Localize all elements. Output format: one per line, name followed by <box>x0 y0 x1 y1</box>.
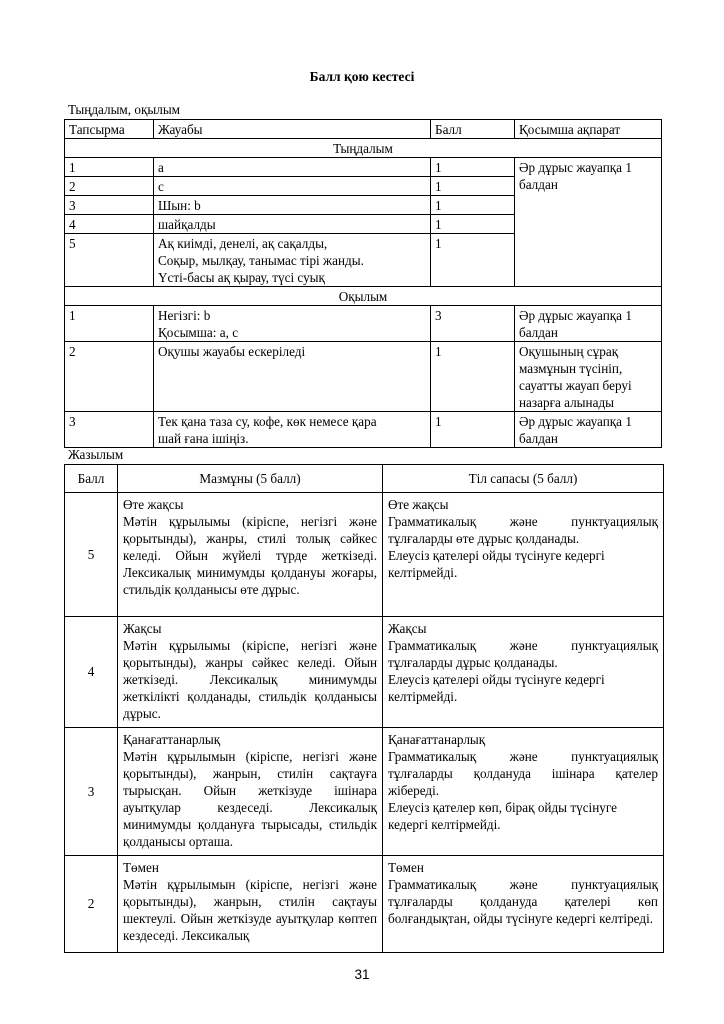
page-number: 31 <box>354 967 370 982</box>
language-description: Грамматикалық және пунктуациялық тұлғаларды дұрыс қолданады. <box>388 638 658 670</box>
table-row <box>65 617 664 728</box>
table-header-row <box>65 120 662 139</box>
language-note: Елеусіз қателер көп, бірақ ойды түсінуге кедергі келтірмейді. <box>388 800 617 832</box>
info-cell <box>515 306 662 342</box>
content-cell <box>118 728 383 856</box>
text-line: Оқушы жауабы ескеріледі <box>158 344 306 359</box>
answer-cell <box>154 215 431 234</box>
content-cell <box>118 617 383 728</box>
text-line: назарға алынады <box>519 395 615 410</box>
section-title-listening: Тыңдалым <box>65 139 662 158</box>
content-description: Мәтін құрылымы (кіріспе, негізгі және қорытынды), жанры, стилі толық сәйкес келеді. Ойын жүйелі түрде жеткізеді. Лексикалық минимумды қолдануы жоғары, стильдік қолданысы өте дұрыс. <box>123 514 377 597</box>
score-cell: 1 <box>431 177 515 196</box>
score-cell: 1 <box>431 158 515 177</box>
language-description: Грамматикалық және пунктуациялық тұлғаларды қолдануда қателері көп болғандықтан, ойды түсінуге кедергі келтіреді. <box>388 877 658 926</box>
text-line: Әр дұрыс жауапқа 1 <box>519 414 632 429</box>
task-number-cell: 5 <box>65 234 154 287</box>
score-cell: 5 <box>65 493 118 617</box>
text-line: Негізгі: b <box>158 308 211 323</box>
section-row-listening <box>65 139 662 158</box>
header-language: Тіл сапасы (5 балл) <box>383 465 664 493</box>
content-level: Өте жақсы <box>123 497 184 512</box>
language-description: Грамматикалық және пунктуациялық тұлғаларды өте дұрыс қолданады. <box>388 514 658 546</box>
table-row <box>65 728 664 856</box>
score-cell: 3 <box>431 306 515 342</box>
info-cell <box>515 412 662 448</box>
text-line: Шын: b <box>158 198 201 213</box>
header-info: Қосымша ақпарат <box>515 120 662 139</box>
language-cell <box>383 728 664 856</box>
answer-cell <box>154 158 431 177</box>
table-row <box>65 306 662 342</box>
content-level: Жақсы <box>123 621 162 636</box>
content-description: Мәтін құрылымын (кіріспе, негізгі және қорытынды), жанрын, стилін сақтауы шектеулі. Ойын жеткізуде ауытқулар көптеп кездеседі. Лексикалық <box>123 877 377 943</box>
content-cell <box>118 493 383 617</box>
header-content: Мазмұны (5 балл) <box>118 465 383 493</box>
text-line: Тек қана таза су, кофе, көк немесе қара <box>158 414 377 429</box>
header-task: Тапсырма <box>65 120 154 139</box>
text-line: Қосымша: а, с <box>158 325 239 340</box>
language-level: Жақсы <box>388 621 427 636</box>
task-number-cell: 3 <box>65 196 154 215</box>
language-cell <box>383 617 664 728</box>
text-line: мазмұнын түсініп, <box>519 361 623 376</box>
content-level: Қанағаттанарлық <box>123 732 221 747</box>
language-level: Өте жақсы <box>388 497 449 512</box>
content-cell <box>118 856 383 953</box>
answer-cell <box>154 306 431 342</box>
language-note: Елеусіз қателері ойды түсінуге кедергі келтірмейді. <box>388 672 605 704</box>
task-number-cell: 1 <box>65 306 154 342</box>
score-cell: 2 <box>65 856 118 953</box>
score-cell: 1 <box>431 234 515 287</box>
answer-cell <box>154 177 431 196</box>
language-note: Елеусіз қателері ойды түсінуге кедергі келтірмейді. <box>388 548 605 580</box>
listening-reading-table <box>64 119 662 448</box>
text-line: балдан <box>519 325 558 340</box>
score-cell: 1 <box>431 196 515 215</box>
answer-cell <box>154 234 431 287</box>
score-cell: 1 <box>431 215 515 234</box>
answer-cell <box>154 342 431 412</box>
section-label-writing: Жазылым <box>68 447 124 462</box>
info-cell <box>515 342 662 412</box>
score-cell: 1 <box>431 342 515 412</box>
table-row <box>65 158 662 177</box>
task-number-cell: 1 <box>65 158 154 177</box>
text-line: Соқыр, мылқау, танымас тірі жанды. <box>158 253 364 268</box>
task-number-cell: 4 <box>65 215 154 234</box>
header-score: Балл <box>65 465 118 493</box>
answer-cell <box>154 412 431 448</box>
text-line: Үсті-басы ақ қырау, түсі суық <box>158 270 325 285</box>
text-line: сауатты жауап беруі <box>519 378 632 393</box>
info-cell: Әр дұрыс жауапқа 1 балдан <box>515 158 662 287</box>
text-line: балдан <box>519 431 558 446</box>
content-level: Төмен <box>123 860 159 875</box>
language-cell <box>383 856 664 953</box>
content-description: Мәтін құрылымын (кіріспе, негізгі және қорытынды), жанрын, стилін сақтауға тырысқан. Ойын жеткізуде ішінара ауытқулар кездеседі. Лексикалық минимумды қолдануға тырысады, стильдік қолданысы орташа. <box>123 749 377 849</box>
language-level: Қанағаттанарлық <box>388 732 486 747</box>
score-cell: 1 <box>431 412 515 448</box>
score-cell: 4 <box>65 617 118 728</box>
content-description: Мәтін құрылымы (кіріспе, негізгі және қорытынды), жанры сәйкес келеді. Ойын жеткізеді. Лексикалық минимумды жеткілікті қолданады, стильдік қолданысы дұрыс. <box>123 638 377 721</box>
task-number-cell: 3 <box>65 412 154 448</box>
language-level: Төмен <box>388 860 424 875</box>
table-header-row <box>65 465 664 493</box>
text-line: Әр дұрыс жауапқа 1 <box>519 308 632 323</box>
text-line: Оқушының сұрақ <box>519 344 619 359</box>
table-row <box>65 412 662 448</box>
section-row-reading <box>65 287 662 306</box>
text-line: шайқалды <box>158 217 216 232</box>
answer-cell <box>154 196 431 215</box>
text-line: а <box>158 160 164 175</box>
header-score: Балл <box>431 120 515 139</box>
language-description: Грамматикалық және пунктуациялық тұлғаларды қолдануда ішінара қателер жібереді. <box>388 749 658 798</box>
task-number-cell: 2 <box>65 177 154 196</box>
task-number-cell: 2 <box>65 342 154 412</box>
score-cell: 3 <box>65 728 118 856</box>
language-cell <box>383 493 664 617</box>
writing-criteria-table <box>64 464 664 953</box>
text-line: Ақ киімді, денелі, ақ сақалды, <box>158 236 328 251</box>
header-answer: Жауабы <box>154 120 431 139</box>
table-row <box>65 493 664 617</box>
table-row <box>65 342 662 412</box>
page-title: Балл қою кестесі <box>309 69 415 84</box>
section-title-reading: Оқылым <box>65 287 662 306</box>
table-row <box>65 856 664 953</box>
text-line: с <box>158 179 164 194</box>
text-line: шай ғана ішіңіз. <box>158 431 249 446</box>
section-label-listening-reading: Тыңдалым, оқылым <box>68 102 181 117</box>
